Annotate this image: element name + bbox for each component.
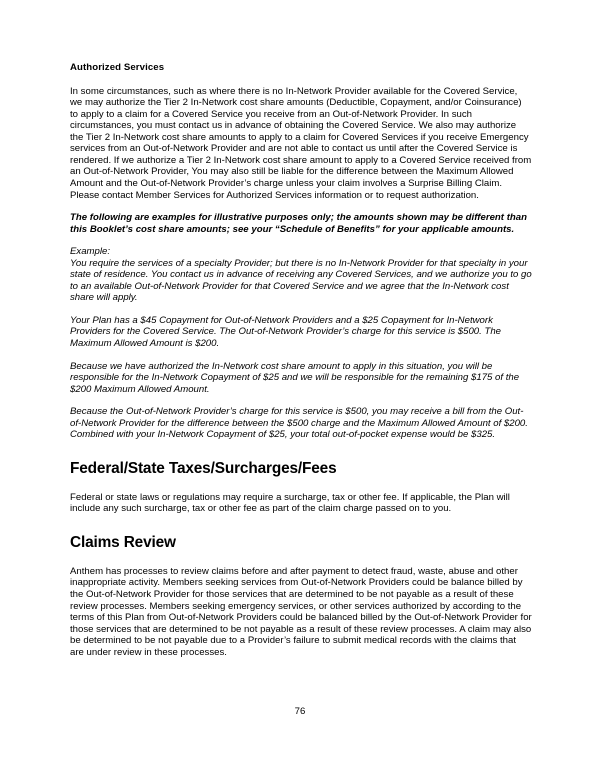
- authorized-services-heading: Authorized Services: [70, 62, 165, 73]
- claims-review-paragraph: Anthem has processes to review claims before and after payment to detect fraud, waste, abuse and other inappropriate activity. Members seeking services from Out-of-Network Providers could be balance billed by the Out-of-Network Provider for those services that are determined to be not payable as a result of these review processes. Members seeking emergency services, or other services authorized by according to the terms of this Plan from Out-of-Network Providers could be balanced billed by the Out-of-Network Provider for those services that are determined to be not payable as a result of these review processes. A claim may also be determined to be not payable due to a Provider’s failure to submit medical records with the claims that are under review in these processes.: [70, 565, 532, 658]
- example-block: [70, 246, 532, 304]
- authorized-services-paragraph: In some circumstances, such as where there is no In-Network Provider available for the Covered Service, we may authorize the Tier 2 In-Network cost share amounts (Deductible, Copayment, and/or Coinsurance) to apply to a claim for a Covered Service you receive from an Out-of-Network Provider. In such circumstances, you must contact us in advance of obtaining the Covered Service. We also may authorize the Tier 2 In-Network cost share amounts to apply to a claim for Covered Services if you receive Emergency services from an Out-of-Network Provider and are not able to contact us until after the Covered Service is rendered. If we authorize a Tier 2 In-Network cost share amount to apply to a Covered Service received from an Out-of-Network Provider, You may also still be liable for the difference between the Maximum Allowed Amount and the Out-of-Network Provider’s charge unless your claim involves a Surprise Billing Claim. Please contact Member Services for Authorized Services information or to request authorization.: [70, 85, 532, 201]
- claims-review-heading: Claims Review: [70, 533, 176, 551]
- example-paragraph-authorized-cost-share: Because we have authorized the In-Network cost share amount to apply in this situation, you will be responsible for the In-Network Copayment of $25 and we will be responsible for the remaining $175 of the $200 Maximum Allowed Amount.: [70, 360, 520, 395]
- example-paragraph-balance-bill: Because the Out-of-Network Provider’s charge for this service is $500, you may receive a bill from the Out-of-Network Provider for the difference between the $500 charge and the Maximum Allowed Amount of $200. Combined with your In-Network Copayment of $25, your total out-of-pocket expense would be $325.: [70, 406, 528, 441]
- federal-state-taxes-paragraph: Federal or state laws or regulations may require a surcharge, tax or other fee. If applicable, the Plan will include any such surcharge, tax or other fee as part of the claim charge passed on to you.: [70, 491, 510, 515]
- illustrative-disclaimer: The following are examples for illustrative purposes only; the amounts shown may be different than this Booklet’s cost share amounts; see your “Schedule of Benefits” for your applicable amounts.: [70, 212, 528, 235]
- federal-state-taxes-heading: Federal/State Taxes/Surcharges/Fees: [70, 459, 337, 477]
- example-paragraph-plan-copayment: Your Plan has a $45 Copayment for Out-of-Network Providers and a $25 Copayment for In-Network Providers for the Covered Service. The Out-of-Network Provider’s charge for this service is $500. The Maximum Allowed Amount is $200.: [70, 314, 502, 349]
- page-number: 76: [294, 706, 306, 717]
- example-label: Example:: [70, 246, 110, 258]
- page-content: [70, 62, 532, 658]
- example-text: You require the services of a specialty Provider; but there is no In-Network Provider for that specialty in your state of residence. You contact us in advance of receiving any Covered Services, and we authorize you to go to an available Out-of-Network Provider for that Covered Service and we agree that the In-Network cost share will apply.: [70, 257, 532, 304]
